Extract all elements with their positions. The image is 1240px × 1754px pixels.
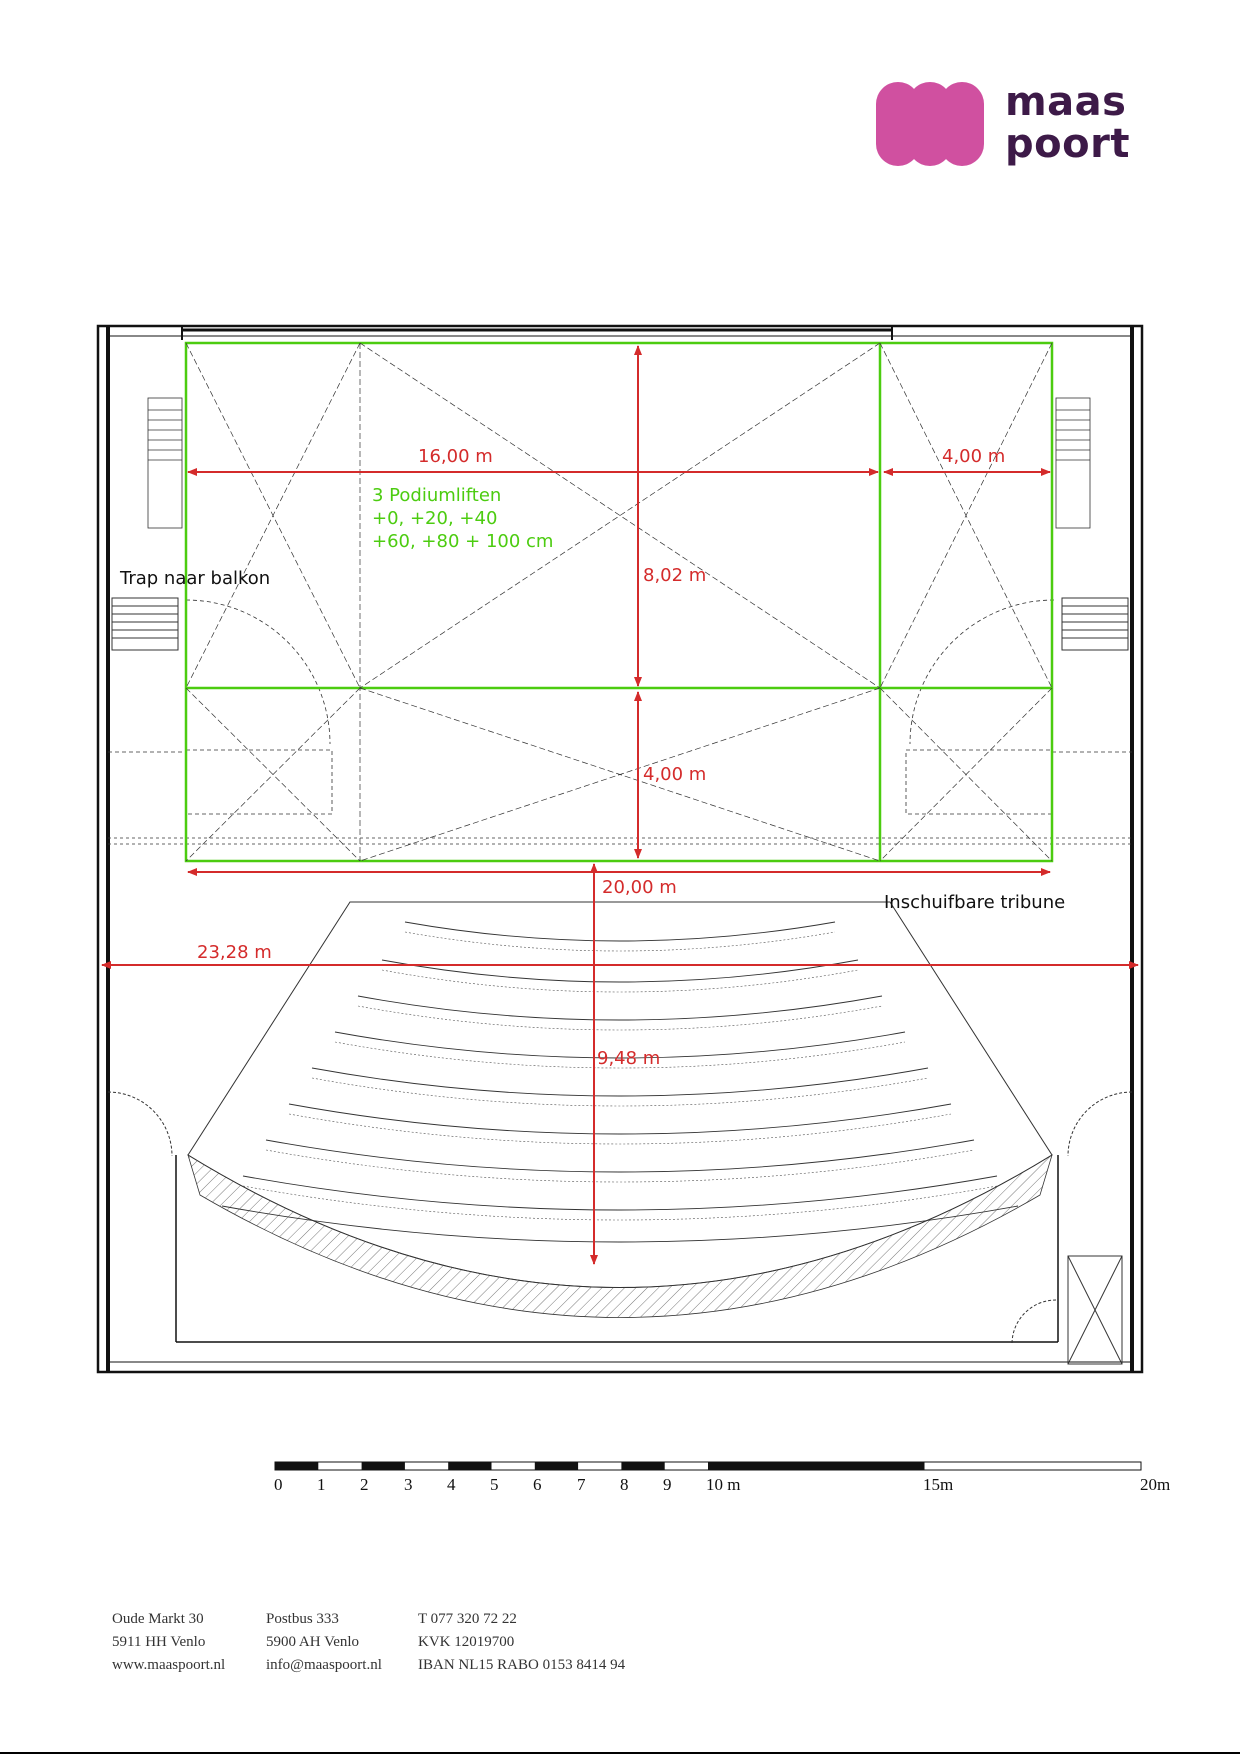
tribune-label: Inschuifbare tribune xyxy=(884,892,1066,913)
podium-construction-lines xyxy=(186,343,1052,861)
door-swings xyxy=(108,600,1132,814)
footer-postal xyxy=(266,1608,382,1677)
dim-width-main: 16,00 m xyxy=(418,446,493,467)
curtain-lines xyxy=(108,838,1132,844)
scale-tick-15m: 15m xyxy=(923,1475,954,1494)
stairs-label: Trap naar balkon xyxy=(120,568,271,589)
podium-label-line-2: +0, +20, +40 xyxy=(372,508,498,529)
podium-label-line-1: 3 Podiumliften xyxy=(372,485,502,506)
dimension-lines xyxy=(102,346,1138,1264)
stairs-balcony xyxy=(112,598,1128,650)
dim-depth-main: 8,02 m xyxy=(643,565,707,586)
scale-tick-5: 5 xyxy=(490,1475,499,1494)
scale-tick-10m: 10 m xyxy=(706,1475,741,1494)
scale-tick-9: 9 xyxy=(663,1475,672,1494)
scale-tick-7: 7 xyxy=(577,1475,586,1494)
footer-contact xyxy=(418,1608,625,1677)
podium-label-line-3: +60, +80 + 100 cm xyxy=(372,531,554,552)
footer-kvk: KVK 12019700 xyxy=(418,1634,515,1650)
dim-depth-front: 4,00 m xyxy=(643,764,707,785)
footer-phone: T 077 320 72 22 xyxy=(418,1611,517,1627)
footer-iban: IBAN NL15 RABO 0153 8414 94 xyxy=(418,1657,626,1673)
footer-postal-line: 5900 AH Venlo xyxy=(266,1634,360,1650)
scale-tick-20m: 20m xyxy=(1140,1475,1171,1494)
footer-address xyxy=(112,1608,225,1677)
scale-bar xyxy=(275,1462,1141,1470)
footer-postal-line: Postbus 333 xyxy=(266,1611,339,1627)
logo-line-2: poort xyxy=(1005,121,1130,167)
scale-tick-3: 3 xyxy=(404,1475,413,1494)
podium-lifts xyxy=(186,343,1052,861)
scale-tick-4: 4 xyxy=(447,1475,456,1494)
footer-address-line: 5911 HH Venlo xyxy=(112,1634,206,1650)
footer-website-link[interactable]: www.maaspoort.nl xyxy=(112,1657,226,1673)
dim-hall-width: 23,28 m xyxy=(197,942,272,963)
dim-total-width: 20,00 m xyxy=(602,877,677,898)
dim-tribune-depth: 9,48 m xyxy=(597,1048,661,1069)
scale-tick-2: 2 xyxy=(360,1475,369,1494)
logo-line-1: maas xyxy=(1005,79,1127,125)
scale-tick-6: 6 xyxy=(533,1475,542,1494)
footer-email-link[interactable]: info@maaspoort.nl xyxy=(266,1657,382,1673)
scale-tick-1: 1 xyxy=(317,1475,326,1494)
footer-address-line: Oude Markt 30 xyxy=(112,1611,204,1627)
scale-tick-8: 8 xyxy=(620,1475,629,1494)
scale-tick-0: 0 xyxy=(274,1475,283,1494)
dim-width-side: 4,00 m xyxy=(942,446,1006,467)
